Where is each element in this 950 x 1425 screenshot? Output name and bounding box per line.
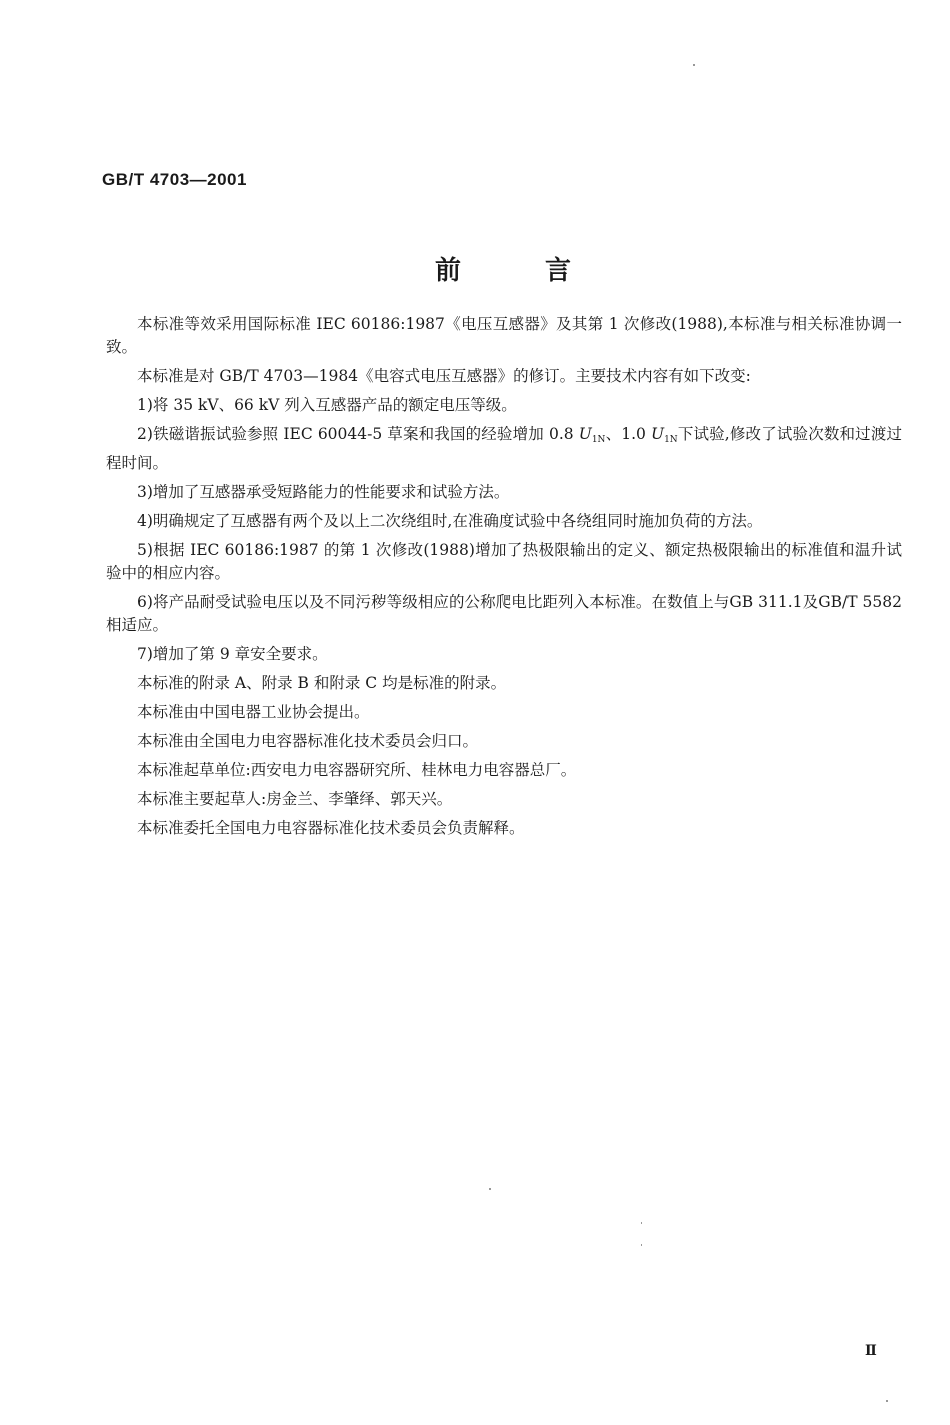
list-item: 6)将产品耐受试验电压以及不同污秽等级相应的公称爬电比距列入本标准。在数值上与GB 311.1及GB/T 5582相适应。 (106, 593, 902, 634)
list-item: 1)将 35 kV、66 kV 列入互感器产品的额定电压等级。 (137, 396, 517, 414)
subscript: 1N (664, 435, 678, 445)
paragraph: 本标准起草单位:西安电力电容器研究所、桂林电力电容器总厂。 (137, 761, 577, 779)
scan-speck (693, 64, 695, 66)
list-item: 4)明确规定了互感器有两个及以上二次绕组时,在准确度试验中各绕组同时施加负荷的方法。 (137, 512, 763, 530)
foreword-body (106, 313, 902, 846)
standard-code: GB/T 4703—2001 (102, 170, 247, 189)
scan-speck (886, 1400, 888, 1402)
list-item: 3)增加了互感器承受短路能力的性能要求和试验方法。 (137, 483, 510, 501)
scan-speck (641, 1244, 642, 1246)
paragraph: 本标准由中国电器工业协会提出。 (137, 703, 370, 721)
paragraph: 本标准是对 GB/T 4703—1984《电容式电压互感器》的修订。主要技术内容有如下改变: (137, 367, 751, 385)
text-segment: 、1.0 (605, 425, 651, 443)
paragraph: 本标准的附录 A、附录 B 和附录 C 均是标准的附录。 (137, 674, 507, 692)
list-item (106, 423, 902, 475)
list-item: 7)增加了第 9 章安全要求。 (137, 645, 328, 663)
scan-speck (489, 1188, 491, 1190)
subscript: 1N (591, 435, 606, 445)
list-item: 5)根据 IEC 60186:1987 的第 1 次修改(1988)增加了热极限输出的定义、额定热极限输出的标准值和温升试验中的相应内容。 (106, 541, 902, 582)
paragraph: 本标准主要起草人:房金兰、李肇绎、郭天兴。 (137, 790, 453, 808)
page-number: Ⅱ (865, 1343, 877, 1359)
paragraph: 本标准委托全国电力电容器标准化技术委员会负责解释。 (137, 819, 525, 837)
text-segment: 2)铁磁谐振试验参照 IEC 60044-5 草案和我国的经验增加 0.8 (137, 425, 579, 443)
page-title: 前言 (435, 256, 656, 286)
scan-speck (641, 1222, 642, 1224)
text-segment: 下试验,修改了试验次数和过渡过程时间。 (106, 425, 902, 472)
voltage-symbol: U (578, 425, 592, 443)
paragraph: 本标准由全国电力电容器标准化技术委员会归口。 (137, 732, 479, 750)
paragraph: 本标准等效采用国际标准 IEC 60186:1987《电压互感器》及其第 1 次修改(1988),本标准与相关标准协调一致。 (106, 315, 902, 356)
voltage-symbol: U (650, 425, 665, 443)
